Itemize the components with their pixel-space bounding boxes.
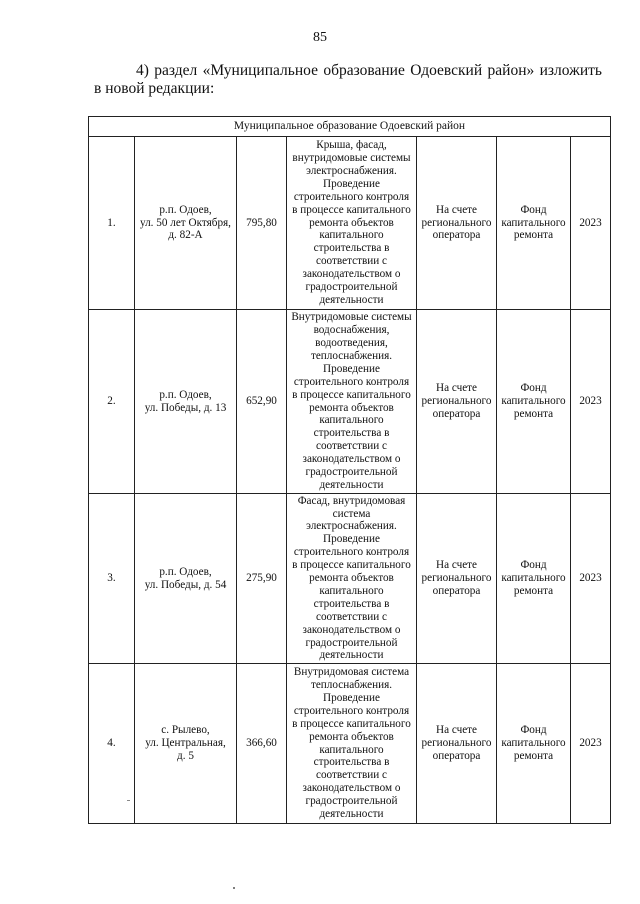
work-line: строительного контроля: [293, 375, 410, 388]
work-line: строительства в: [313, 242, 390, 255]
fund-line: Фонд: [520, 382, 547, 395]
account-line: регионального: [421, 572, 492, 585]
work-line: деятельности: [319, 808, 384, 821]
year-cell: 2023: [571, 664, 611, 824]
account-line: оператора: [432, 407, 481, 420]
work-line: Крыша, фасад,: [316, 139, 387, 152]
account-line: регионального: [421, 737, 492, 750]
year-cell: 2023: [571, 137, 611, 310]
fund-line: капитального: [501, 216, 566, 229]
work-line: законодательством о: [302, 453, 401, 466]
work-cell: [287, 494, 417, 664]
account-line: оператора: [432, 229, 481, 242]
work-line: строительного контроля: [293, 704, 410, 717]
table-row: [89, 137, 611, 310]
work-line: деятельности: [319, 649, 384, 662]
address-line: д. 5: [177, 749, 194, 762]
fund-line: капитального: [501, 572, 566, 585]
year-cell: 2023: [571, 494, 611, 664]
account-line: оператора: [432, 749, 481, 762]
fund-cell: [497, 137, 571, 310]
work-line: законодательством о: [302, 782, 401, 795]
address-cell: [135, 664, 237, 824]
account-line: На счете: [435, 559, 478, 572]
work-line: в процессе капитального: [292, 388, 411, 401]
work-line: водоотведения,: [315, 336, 388, 349]
address-line: р.п. Одоев,: [159, 203, 212, 216]
account-line: регионального: [421, 216, 492, 229]
address-cell: [135, 494, 237, 664]
work-line: Проведение: [323, 177, 380, 190]
fund-line: ремонта: [513, 584, 554, 597]
row-number: 3.: [89, 494, 135, 664]
work-line: соответствии с: [316, 769, 387, 782]
work-line: градостроительной: [305, 466, 398, 479]
fund-line: капитального: [501, 395, 566, 408]
address-line: ул. Победы, д. 54: [144, 578, 227, 591]
work-line: законодательством о: [302, 623, 401, 636]
area-cell: 652,90: [237, 310, 287, 494]
fund-line: ремонта: [513, 229, 554, 242]
account-line: регионального: [421, 395, 492, 408]
work-line: Фасад, внутридомовая: [297, 494, 406, 507]
work-line: ремонта объектов: [309, 572, 394, 585]
account-cell: [417, 664, 497, 824]
address-line: д. 82-А: [168, 229, 203, 242]
table-row: [89, 494, 611, 664]
row-number: 2.: [89, 310, 135, 494]
fund-cell: [497, 494, 571, 664]
intro-line-1: 4) раздел «Муниципальное образование Одоевский район» изложить: [136, 62, 602, 79]
work-line: законодательством о: [302, 268, 401, 281]
work-line: строительства в: [313, 597, 390, 610]
address-line: ул. 50 лет Октября,: [140, 216, 231, 229]
work-line: градостроительной: [305, 281, 398, 294]
fund-line: Фонд: [520, 559, 547, 572]
work-line: в процессе капитального: [292, 717, 411, 730]
work-line: капитального: [319, 229, 384, 242]
work-line: в процессе капитального: [292, 203, 411, 216]
work-line: капитального: [319, 584, 384, 597]
work-line: электроснабжения.: [306, 520, 397, 533]
row-number: 4.: [89, 664, 135, 824]
scan-speck: [127, 800, 130, 801]
work-line: ремонта объектов: [309, 216, 394, 229]
fund-line: ремонта: [513, 749, 554, 762]
work-line: строительного контроля: [293, 190, 410, 203]
work-line: соответствии с: [316, 255, 387, 268]
address-line: р.п. Одоев,: [159, 388, 212, 401]
work-line: Проведение: [323, 691, 380, 704]
work-line: соответствии с: [316, 610, 387, 623]
work-line: строительного контроля: [293, 546, 410, 559]
intro-line-2: в новой редакции:: [94, 80, 215, 97]
fund-line: Фонд: [520, 724, 547, 737]
work-line: внутридомовые системы: [292, 152, 411, 165]
page-number: 85: [313, 30, 327, 45]
scan-speck: [233, 887, 235, 889]
work-line: градостроительной: [305, 636, 398, 649]
work-line: в процессе капитального: [292, 559, 411, 572]
address-line: ул. Победы, д. 13: [144, 401, 227, 414]
work-line: Внутридомовые системы: [291, 311, 412, 324]
intro-paragraph: [94, 62, 602, 98]
work-line: соответствии с: [316, 440, 387, 453]
area-cell: 795,80: [237, 137, 287, 310]
table-row: [89, 664, 611, 824]
year-cell: 2023: [571, 310, 611, 494]
section-title: Муниципальное образование Одоевский район: [89, 117, 611, 137]
work-cell: [287, 310, 417, 494]
account-cell: [417, 494, 497, 664]
work-line: деятельности: [319, 478, 384, 491]
account-cell: [417, 310, 497, 494]
work-cell: [287, 664, 417, 824]
area-cell: 366,60: [237, 664, 287, 824]
work-line: капитального: [319, 743, 384, 756]
work-line: Проведение: [323, 533, 380, 546]
address-line: ул. Центральная,: [145, 737, 226, 750]
fund-line: Фонд: [520, 203, 547, 216]
fund-line: ремонта: [513, 407, 554, 420]
account-cell: [417, 137, 497, 310]
work-line: Проведение: [323, 362, 380, 375]
work-line: теплоснабжения.: [310, 349, 393, 362]
row-number: 1.: [89, 137, 135, 310]
work-line: теплоснабжения.: [310, 678, 393, 691]
work-line: система: [332, 507, 371, 520]
account-line: оператора: [432, 584, 481, 597]
table-row: [89, 310, 611, 494]
work-line: градостроительной: [305, 795, 398, 808]
address-cell: [135, 137, 237, 310]
work-line: водоснабжения,: [313, 324, 390, 337]
account-line: На счете: [435, 724, 478, 737]
work-line: ремонта объектов: [309, 730, 394, 743]
work-line: ремонта объектов: [309, 401, 394, 414]
fund-line: капитального: [501, 737, 566, 750]
work-line: деятельности: [319, 293, 384, 306]
fund-cell: [497, 310, 571, 494]
address-cell: [135, 310, 237, 494]
work-line: капитального: [319, 414, 384, 427]
work-cell: [287, 137, 417, 310]
fund-cell: [497, 664, 571, 824]
repair-program-table: [88, 116, 611, 824]
address-line: с. Рылево,: [161, 724, 210, 737]
work-line: строительства в: [313, 427, 390, 440]
account-line: На счете: [435, 203, 478, 216]
address-line: р.п. Одоев,: [159, 565, 212, 578]
work-line: строительства в: [313, 756, 390, 769]
account-line: На счете: [435, 382, 478, 395]
work-line: электроснабжения.: [306, 164, 397, 177]
area-cell: 275,90: [237, 494, 287, 664]
work-line: Внутридомовая система: [293, 666, 410, 679]
